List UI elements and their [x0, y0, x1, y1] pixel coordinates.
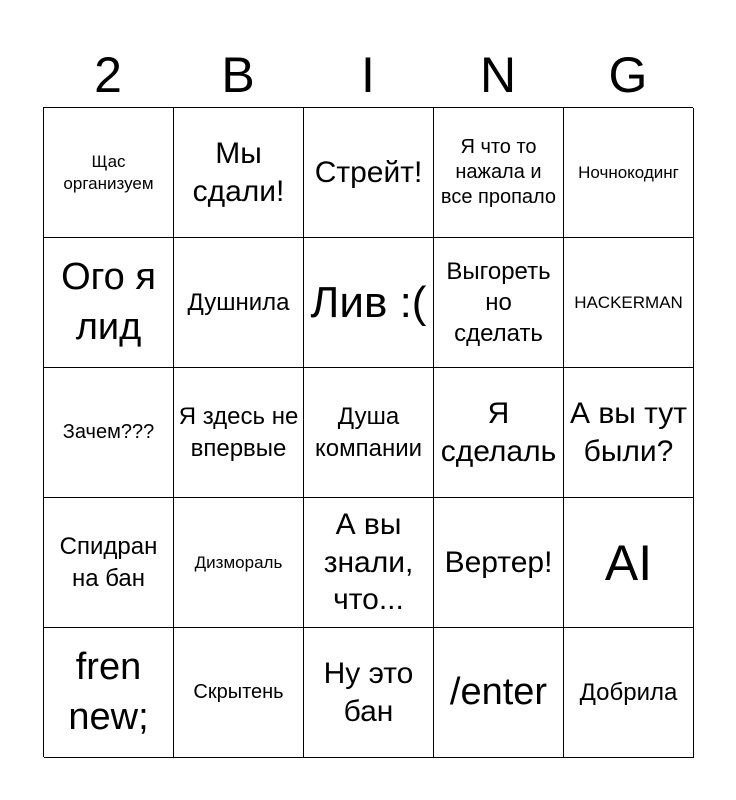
header-letter-5: G [608, 47, 648, 103]
bingo-cell[interactable] [174, 238, 304, 368]
cell-label: Скрытень [193, 681, 284, 703]
cell-label: Душнила [187, 288, 290, 316]
cell-label: Спидран на бан [59, 533, 158, 592]
bingo-cell[interactable] [434, 108, 564, 238]
bingo-cell[interactable] [44, 238, 174, 368]
bingo-cell[interactable] [44, 368, 174, 498]
bingo-cell[interactable] [44, 498, 174, 628]
bingo-header [43, 42, 693, 108]
bingo-cell[interactable] [564, 368, 694, 498]
cell-label: /enter [449, 670, 548, 713]
bingo-cell[interactable] [434, 238, 564, 368]
cell-label: Я сделаль [440, 397, 557, 468]
cell-label: Стрейт! [314, 155, 423, 189]
bingo-cell[interactable] [564, 628, 694, 758]
cell-label: Ну это бан [323, 657, 414, 728]
bingo-grid [43, 107, 693, 757]
cell-label: Ого я лид [61, 256, 156, 348]
bingo-cell[interactable] [304, 108, 434, 238]
cell-label: Я здесь не впервые [178, 403, 299, 462]
cell-label: Мы сдали! [192, 137, 285, 208]
bingo-cell[interactable] [434, 498, 564, 628]
cell-label: Ночнокодинг [578, 162, 679, 182]
cell-label: Выгореть но сделать [446, 257, 551, 348]
bingo-cell[interactable] [44, 628, 174, 758]
bingo-cell[interactable] [304, 368, 434, 498]
cell-label: Щас организуем [63, 152, 154, 193]
header-letter-3: I [361, 47, 375, 103]
bingo-cell[interactable] [434, 628, 564, 758]
bingo-cell[interactable] [304, 498, 434, 628]
bingo-cell[interactable] [174, 628, 304, 758]
bingo-cell[interactable] [304, 238, 434, 368]
cell-label: Добрила [579, 678, 678, 706]
bingo-cell[interactable] [174, 108, 304, 238]
bingo-cell[interactable] [174, 368, 304, 498]
cell-label: fren new; [68, 646, 149, 738]
cell-label: Зачем??? [62, 421, 155, 443]
bingo-cell[interactable] [304, 628, 434, 758]
cell-label: Лив :( [310, 278, 427, 327]
cell-label: А вы тут были? [570, 397, 687, 468]
bingo-cell[interactable] [174, 498, 304, 628]
cell-label: А вы знали, что... [323, 508, 414, 617]
bingo-cell[interactable] [564, 108, 694, 238]
header-letter-2: B [221, 47, 255, 103]
header-letter-4: N [479, 47, 517, 103]
bingo-cell[interactable] [564, 238, 694, 368]
bingo-cell[interactable] [564, 498, 694, 628]
cell-label: HACKERMAN [574, 292, 683, 312]
header-letter-1: 2 [94, 47, 122, 103]
cell-label: Я что то нажала и все пропало [440, 136, 557, 208]
cell-label: Душа компании [314, 403, 423, 462]
bingo-cell[interactable] [44, 108, 174, 238]
cell-label: Дизмораль [194, 552, 283, 572]
cell-label: AI [604, 534, 653, 591]
bingo-cell[interactable] [434, 368, 564, 498]
cell-label: Вертер! [444, 545, 553, 579]
